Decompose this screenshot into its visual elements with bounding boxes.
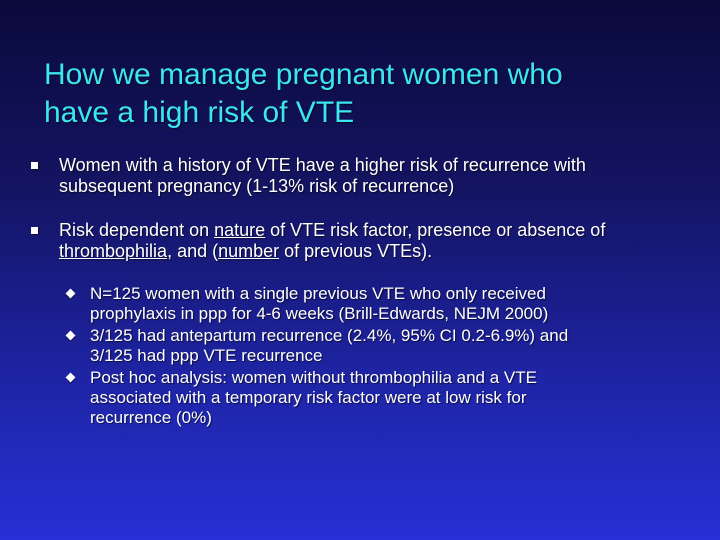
text-segment: of previous VTEs). bbox=[279, 241, 433, 261]
diamond-bullet-icon bbox=[66, 331, 76, 341]
underlined-term-number: number bbox=[218, 241, 280, 261]
sub-bullet-line: prophylaxis in ppp for 4-6 weeks (Brill-Edwards, NEJM 2000) bbox=[90, 304, 549, 323]
bullet-line bbox=[59, 241, 688, 262]
square-bullet-icon bbox=[31, 162, 38, 169]
sub-bullet-line: Post hoc analysis: women without thrombophilia and a VTE bbox=[90, 368, 537, 387]
diamond-bullet-icon bbox=[66, 373, 76, 383]
text-segment: , and ( bbox=[167, 241, 219, 261]
sub-bullet-list bbox=[62, 284, 688, 428]
sub-bullet-text bbox=[90, 368, 688, 428]
bullet-line: subsequent pregnancy (1-13% risk of recurrence) bbox=[59, 176, 455, 196]
sub-bullet-text bbox=[90, 326, 688, 366]
bullet-line: Women with a history of VTE have a higher risk of recurrence with bbox=[59, 155, 586, 175]
bullet-text bbox=[59, 155, 688, 197]
bullet-list bbox=[28, 155, 688, 428]
sub-bullet-line: recurrence (0%) bbox=[90, 408, 212, 427]
sub-bullet-study bbox=[62, 284, 688, 324]
underlined-term-thrombophilia: thrombophilia bbox=[59, 241, 168, 261]
sub-bullet-line: N=125 women with a single previous VTE who only received bbox=[90, 284, 546, 303]
bullet-history-of-vte bbox=[28, 155, 688, 197]
sub-bullet-line: 3/125 had antepartum recurrence (2.4%, 95% CI 0.2-6.9%) and bbox=[90, 326, 569, 345]
sub-bullet-recurrence bbox=[62, 326, 688, 366]
sub-bullet-text bbox=[90, 284, 688, 324]
title-line-2: have a high risk of VTE bbox=[44, 96, 355, 129]
sub-bullet-post-hoc bbox=[62, 368, 688, 428]
bullet-line bbox=[59, 220, 688, 241]
text-segment: of VTE risk factor, presence or absence of bbox=[265, 220, 606, 240]
underlined-term-nature: nature bbox=[214, 220, 266, 240]
text-segment: Risk dependent on bbox=[59, 220, 215, 240]
square-bullet-icon bbox=[31, 227, 38, 234]
title-line-1: How we manage pregnant women who bbox=[44, 58, 563, 91]
slide-title bbox=[44, 56, 694, 132]
bullet-text bbox=[59, 220, 688, 262]
diamond-bullet-icon bbox=[66, 289, 76, 299]
sub-bullet-line: 3/125 had ppp VTE recurrence bbox=[90, 346, 323, 365]
bullet-risk-dependent bbox=[28, 220, 688, 262]
sub-bullet-line: associated with a temporary risk factor were at low risk for bbox=[90, 388, 527, 407]
